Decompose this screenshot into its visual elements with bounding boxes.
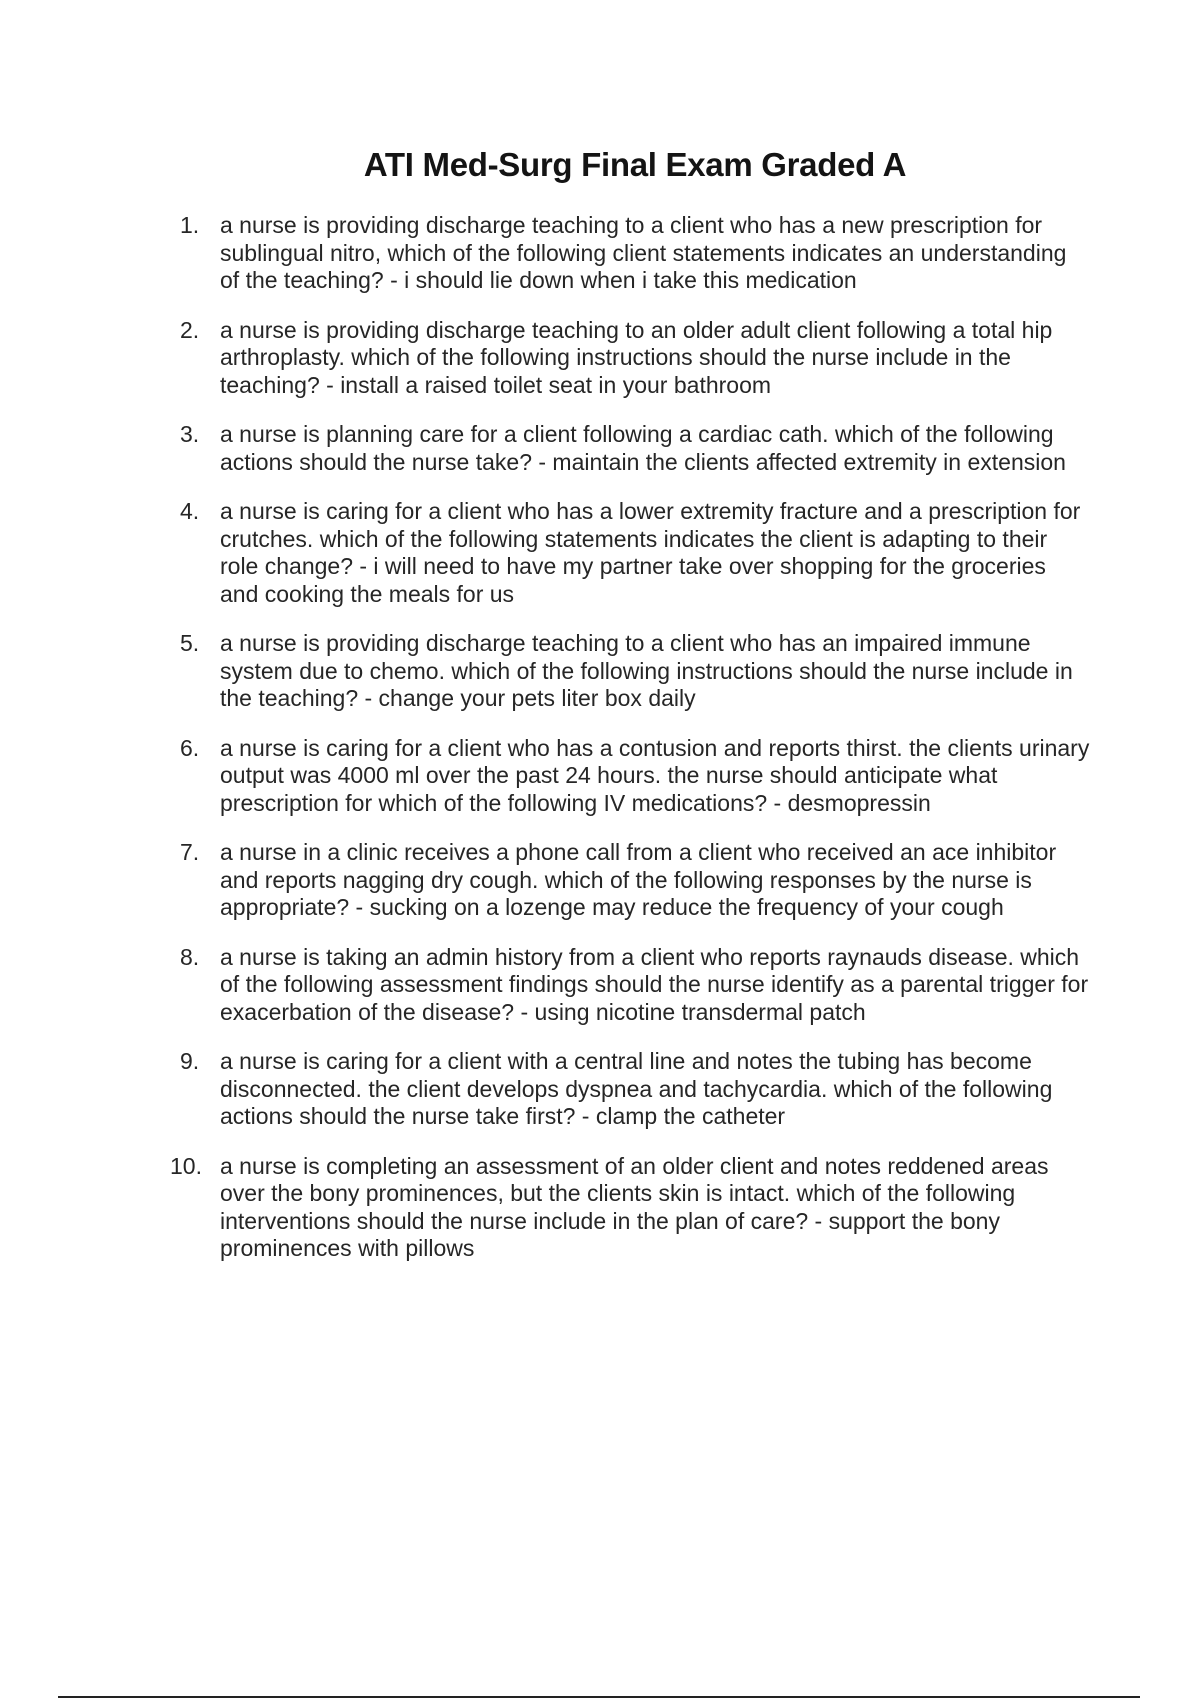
question-number: 5. <box>180 630 200 656</box>
question-item <box>170 839 1090 922</box>
question-number: 10. <box>170 1152 202 1179</box>
question-text: a nurse is taking an admin history from a client who reports raynauds disease. which of the following assessment findings should the nurse identify as a parental trigger for exacerbation of the disease? - using nicotine transdermal patch <box>220 943 1089 1025</box>
question-text: a nurse is completing an assessment of an older client and notes reddened areas over the bony prominences, but the clients skin is intact. which of the following interventions should the nurse include in the plan of care? - support the bony prominences with pillows <box>220 1152 1049 1261</box>
question-item <box>170 421 1090 476</box>
question-text: a nurse is providing discharge teaching to a client who has a new prescription for sublingual nitro, which of the following client statements indicates an understanding of the teaching? - i should lie down when i take this medication <box>220 212 1067 293</box>
question-number: 6. <box>180 734 200 761</box>
footer-divider <box>58 1696 1140 1698</box>
question-text: a nurse is planning care for a client following a cardiac cath. which of the following actions should the nurse take? - maintain the clients affected extremity in extension <box>220 421 1066 475</box>
question-text: a nurse is providing discharge teaching to an older adult client following a total hip arthroplasty. which of the following instructions should the nurse include in the teaching? - install a raised toilet seat in your bathroom <box>220 316 1053 398</box>
question-item <box>170 1048 1090 1131</box>
question-number: 2. <box>180 316 200 343</box>
question-text: a nurse is caring for a client with a central line and notes the tubing has become disconnected. the client develops dyspnea and tachycardia. which of the following actions should the nurse take first? - clamp the catheter <box>220 1048 1053 1129</box>
question-item <box>170 212 1090 295</box>
question-item <box>170 630 1090 713</box>
question-text: a nurse is caring for a client who has a contusion and reports thirst. the clients urinary output was 4000 ml over the past 24 hours. the nurse should anticipate what prescription for which of the following IV medications? - desmopressin <box>220 734 1090 816</box>
question-number: 1. <box>180 212 200 238</box>
question-number: 7. <box>180 839 200 865</box>
document-title: ATI Med-Surg Final Exam Graded A <box>363 146 907 183</box>
question-item <box>170 944 1090 1027</box>
question-text: a nurse is caring for a client who has a lower extremity fracture and a prescription for crutches. which of the following statements indicates the client is adapting to their role change? - i will need to have my partner take over shopping for the groceries and cooking the meals for us <box>220 498 1081 607</box>
question-text: a nurse in a clinic receives a phone call from a client who received an ace inhibitor and reports nagging dry cough. which of the following responses by the nurse is appropriate? - sucking on a lozenge may reduce the frequency of your cough <box>220 839 1057 920</box>
question-number: 9. <box>180 1048 200 1074</box>
question-number: 3. <box>180 421 200 447</box>
question-number: 8. <box>180 943 200 970</box>
question-item <box>170 735 1090 818</box>
question-item <box>170 317 1090 400</box>
question-item <box>170 498 1090 608</box>
question-text: a nurse is providing discharge teaching to a client who has an impaired immune system due to chemo. which of the following instructions should the nurse include in the teaching? - change your pets liter box daily <box>220 630 1073 711</box>
question-number: 4. <box>180 498 200 524</box>
question-list <box>170 212 1090 1263</box>
question-item <box>170 1153 1090 1263</box>
